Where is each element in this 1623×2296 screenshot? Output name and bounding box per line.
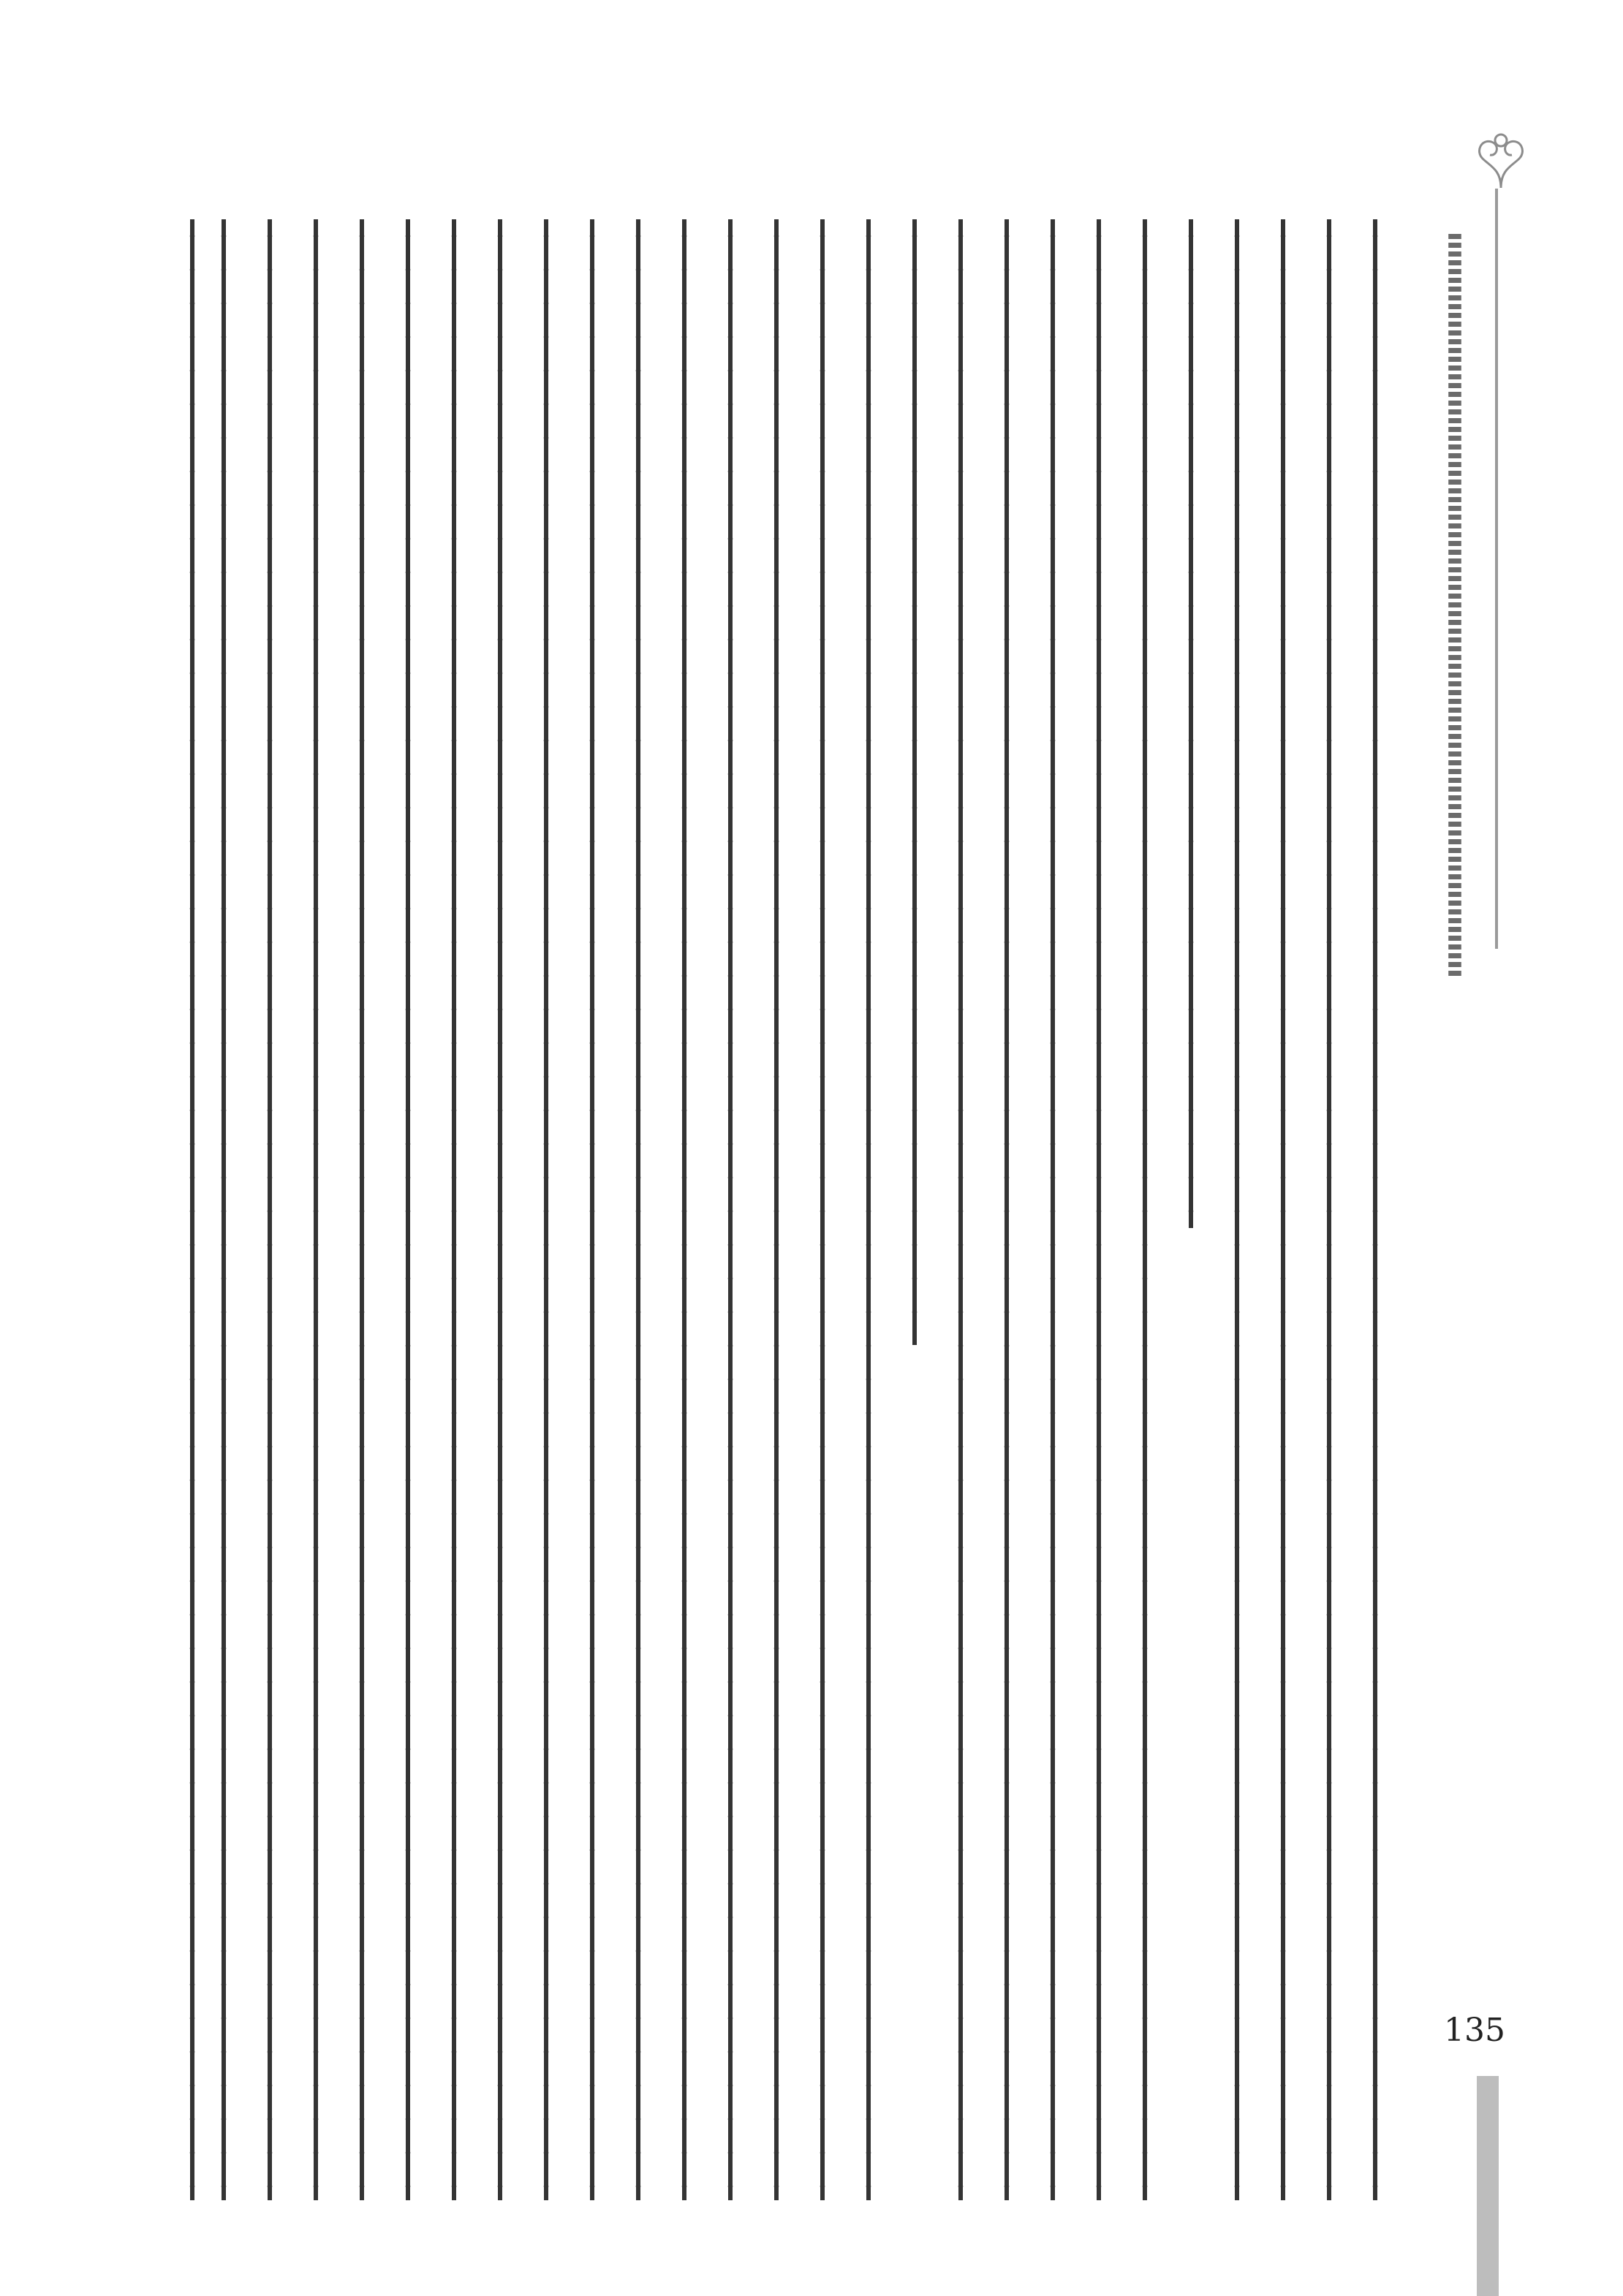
text-column bbox=[1089, 219, 1108, 2200]
text-column bbox=[813, 219, 832, 2200]
text-column bbox=[859, 219, 878, 2200]
text-column bbox=[398, 219, 417, 2200]
body-text bbox=[183, 219, 1382, 2200]
text-column bbox=[1181, 219, 1200, 1228]
header-ornament-icon bbox=[1468, 126, 1534, 192]
text-column bbox=[183, 219, 202, 2200]
text-column bbox=[1227, 219, 1246, 2200]
text-column bbox=[1320, 219, 1339, 2200]
text-column bbox=[675, 219, 694, 2200]
text-column bbox=[951, 219, 970, 2200]
text-column bbox=[1135, 219, 1154, 2200]
running-head bbox=[1439, 234, 1471, 980]
text-column bbox=[214, 219, 233, 2200]
text-column bbox=[444, 219, 464, 2200]
text-column bbox=[352, 219, 371, 2200]
text-column bbox=[997, 219, 1016, 2200]
text-column bbox=[260, 219, 279, 2200]
text-column bbox=[306, 219, 325, 2200]
text-column bbox=[767, 219, 786, 2200]
text-column bbox=[905, 219, 924, 1345]
header-rule bbox=[1495, 189, 1498, 949]
thumb-tab bbox=[1477, 2076, 1499, 2296]
text-column bbox=[629, 219, 648, 2200]
text-column bbox=[583, 219, 602, 2200]
text-column bbox=[1274, 219, 1293, 2200]
text-column bbox=[537, 219, 556, 2200]
text-column bbox=[1043, 219, 1062, 2200]
page-number: 135 bbox=[1444, 2012, 1505, 2049]
text-column bbox=[721, 219, 740, 2200]
text-column bbox=[1366, 219, 1385, 2200]
text-column bbox=[491, 219, 510, 2200]
